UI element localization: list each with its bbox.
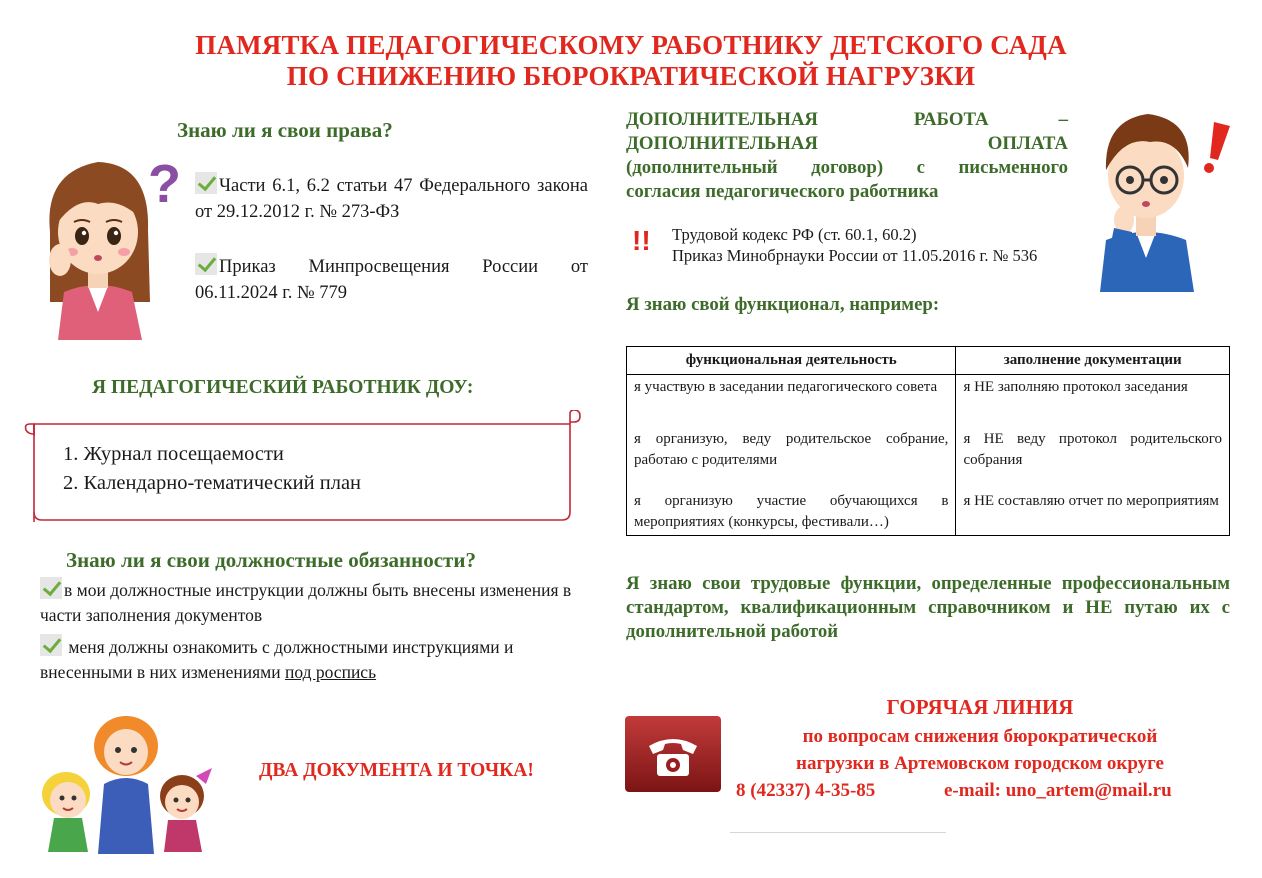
table-row	[627, 375, 1230, 427]
table-header-cell: функциональная деятельность	[627, 347, 956, 375]
table-header-row	[627, 347, 1230, 375]
teacher-and-children-illustration	[36, 712, 216, 854]
extra-work-heading	[626, 108, 1068, 204]
extra-laws	[672, 224, 1037, 266]
table-cell: я НЕ заполняю протокол заседания	[956, 375, 1230, 427]
rights-item-1	[195, 172, 588, 225]
checkmark-icon	[195, 253, 217, 275]
extra-heading-dash: –	[1058, 109, 1068, 130]
hotline-line-1: по вопросам снижения бюрократической	[802, 726, 1158, 747]
extra-heading-word-1: ДОПОЛНИТЕЛЬНАЯ	[626, 109, 818, 130]
duties-item-2	[40, 634, 590, 685]
hotline-line-2: нагрузки в Артемовском городском округе	[796, 753, 1164, 774]
functional-table	[626, 346, 1230, 536]
duties-heading: Знаю ли я свои должностные обязанности?	[66, 548, 476, 572]
extra-heading-word-4: ОПЛАТА	[987, 133, 1068, 154]
table-header-cell: заполнение документации	[956, 347, 1230, 375]
rights-heading: Знаю ли я свои права?	[177, 118, 393, 142]
thinking-woman-illustration	[38, 152, 188, 340]
question-mark-icon: ?	[148, 154, 181, 214]
extra-law-2: Приказ Минобрнауки России от 11.05.2016 г. № 536	[672, 246, 1038, 265]
double-exclamation-icon: !!	[632, 225, 651, 256]
extra-heading-line-3: (дополнительный договор) с письменного	[626, 157, 1068, 178]
phone-icon	[625, 716, 721, 792]
thinking-boy-illustration	[1090, 108, 1238, 292]
worker-heading: Я ПЕДАГОГИЧЕСКИЙ РАБОТНИК ДОУ:	[92, 377, 474, 398]
duties-item-2-underlined: под роспись	[284, 662, 377, 682]
extra-heading-word-3: ДОПОЛНИТЕЛЬНАЯ	[626, 133, 818, 154]
duties-item-1	[40, 577, 588, 628]
extra-heading-word-2: РАБОТА	[913, 109, 989, 130]
table-cell: я НЕ составляю отчет по мероприятиям	[956, 489, 1230, 536]
checkmark-icon	[195, 172, 217, 194]
page-title-line-1: ПАМЯТКА ПЕДАГОГИЧЕСКОМУ РАБОТНИКУ ДЕТСКОГО САДА	[195, 30, 1067, 60]
table-cell: я организую участие обучающихся в мероприятиях (конкурсы, фестивали…)	[627, 489, 956, 536]
page-title-line-2: ПО СНИЖЕНИЮ БЮРОКРАТИЧЕСКОЙ НАГРУЗКИ	[286, 61, 976, 91]
table-cell: я НЕ веду протокол родительского собрания	[956, 427, 1230, 489]
extra-heading-line-4: согласия педагогического работника	[626, 181, 939, 202]
checkmark-icon	[40, 634, 62, 656]
table-row	[627, 489, 1230, 536]
documents-list	[63, 440, 361, 498]
slogan: ДВА ДОКУМЕНТА И ТОЧКА!	[259, 760, 534, 781]
duties-item-2-text: меня должны ознакомить с должностными инструкциями и внесенными в них изменениями	[40, 637, 514, 682]
extra-law-1: Трудовой кодекс РФ (ст. 60.1, 60.2)	[672, 225, 917, 244]
table-cell: я участвую в заседании педагогического совета	[627, 375, 956, 427]
table-cell: я организую, веду родительское собрание, работаю с родителями	[627, 427, 956, 489]
rights-item-2-text: Приказ Минпросвещения России от 06.11.2024 г. № 779	[195, 257, 588, 303]
rights-item-2	[195, 253, 588, 306]
labor-functions-text: Я знаю свои трудовые функции, определенные профессиональным стандартом, квалификационным справочником и НЕ путаю их с дополнительной работой	[626, 573, 1230, 642]
document-item-2: 2. Календарно-тематический план	[63, 472, 362, 494]
document-item-1: 1. Журнал посещаемости	[63, 443, 284, 465]
page-title	[0, 30, 1262, 92]
functional-heading: Я знаю свой функционал, например:	[626, 294, 940, 315]
table-row	[627, 427, 1230, 489]
hotline-email[interactable]: e-mail: uno_artem@mail.ru	[944, 780, 1172, 801]
divider	[730, 832, 946, 833]
exclamation-icon	[1204, 122, 1230, 173]
hotline-title: ГОРЯЧАЯ ЛИНИЯ	[886, 695, 1074, 719]
duties-item-1-text: в мои должностные инструкции должны быть внесены изменения в части заполнения документов	[40, 580, 572, 625]
hotline-phone: 8 (42337) 4-35-85	[736, 780, 876, 801]
rights-item-1-text: Части 6.1, 6.2 статьи 47 Федерального закона от 29.12.2012 г. № 273-ФЗ	[195, 176, 588, 222]
checkmark-icon	[40, 577, 62, 599]
hotline-description	[730, 723, 1230, 777]
